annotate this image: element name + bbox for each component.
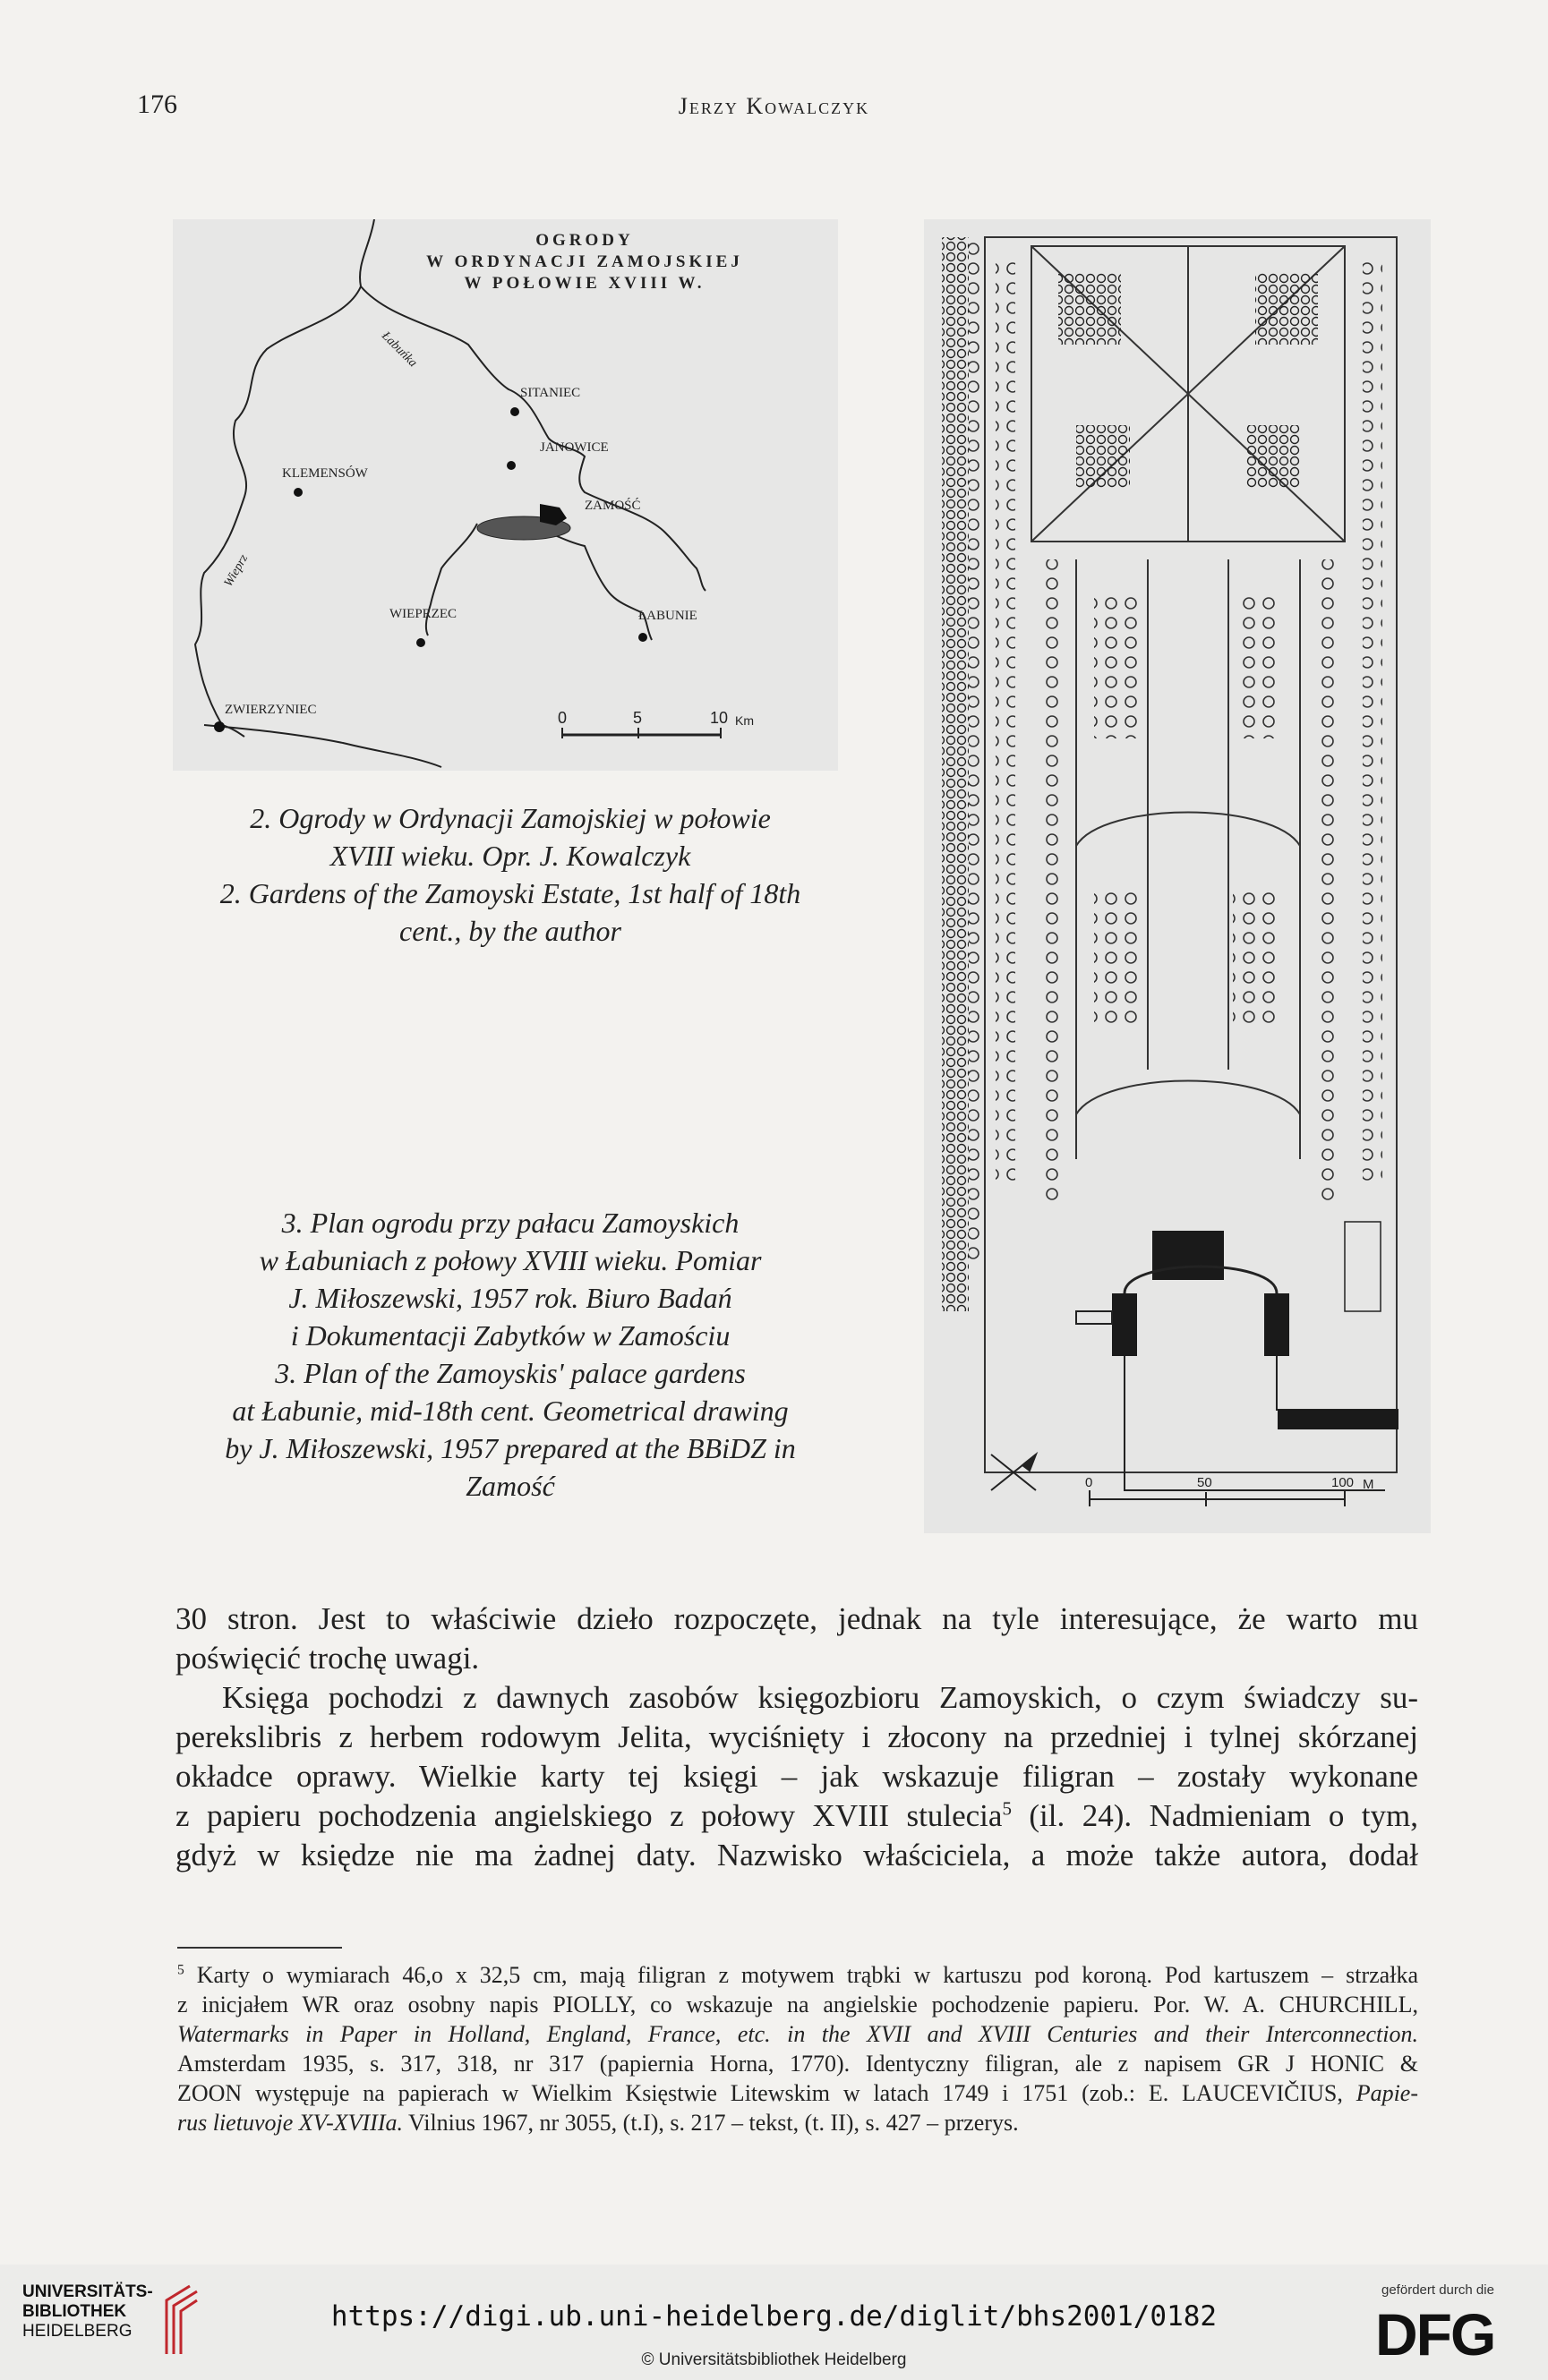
map-label-zamosc: ZAMOŚĆ [585,499,641,513]
dfg-logo: DFG [1375,2301,1495,2367]
map-scale-0: 0 [558,709,568,727]
map-scale-10: 10 [710,709,729,727]
map-figure [173,219,838,771]
map-title: OGRODY W ORDYNACJI ZAMOJSKIEJ W POŁOWIE XVIII W. [426,231,743,293]
plan-scale-100: 100 [1331,1475,1355,1490]
map-label-wieprzec: WIEPRZEC [389,607,457,621]
copyright-notice: © Universitätsbibliothek Heidelberg [641,2350,907,2369]
page-number: 176 [137,90,177,119]
figure2-caption: 2. Ogrody w Ordynacji Zamojskiej w połowie XVIII wieku. Opr. J. Kowalczyk 2. Gardens of the Zamoyski Estate, 1st half of 18th cent., by the author [219,802,801,947]
garden-plan-drawing [924,219,1431,1533]
footnote-5: $^5$ Karty o wymiarach 46,o x 32,5 cm, mają filigran z motywem trąbki w kartuszu pod koroną. Pod kartuszem – strzałka z inicjałem WR oraz osobny napis PIOLLY, co wskazuje na angielskie pochodzenie papieru. Por. W. A. CHURCHILL, Watermarks in Paper in Holland, England, France, etc. in the XVII and XVIII Centuries and their Interconnection. Amsterdam 1935, s. 317, 318, nr 317 (papiernia Horna, 1770). Identyczny filigran, ale z napisem GR J HONIC & ZOON występuje na papierach w Wielkim Księstwie Litewskim w latach 1749 i 1751 (zob.: E. LAUCEVIČIUS, Papie- rus lietuvoje XV-XVIIIa. Vilnius 1967, nr 3055, (t.I), s. 217 – tekst, (t. II), s. 427 – przerys. [177,1962,1418,2136]
footnote-divider [177,1947,342,1949]
plan-scale-0: 0 [1085,1475,1093,1490]
map-label-klemensow: KLEMENSÓW [282,466,368,481]
library-name: UNIVERSITÄTS- BIBLIOTHEK HEIDELBERG [22,2282,153,2341]
permalink-url[interactable]: https://digi.ub.uni-heidelberg.de/diglit/bhs2001/0182 [330,2300,1218,2333]
map-drawing [173,219,838,771]
paragraph-2: Księga pochodzi z dawnych zasobów księgozbioru Zamoyskich, o czym świadczy su- perekslibris z herbem rodowym Jelita, wyciśnięty i złocony na przedniej i tylnej skórzanej okładce oprawy. Wielkie karty tej księgi – jak wskazuje filigran – zostały wykonane z papieru pochodzenia angielskiego z połowy XVIII stulecia$^5$ (il. 24). Nadmieniam o tym, gdyż w księdze nie ma żadnej daty. Nazwisko właściciela, a może także autora, dodał [175,1680,1418,1872]
plan-scale-50: 50 [1197,1475,1212,1490]
plan-scale-unit: M [1363,1477,1374,1492]
funder-caption: gefördert durch die [1381,2282,1494,2298]
map-label-sitaniec: SITANIEC [520,386,581,400]
running-head: Jerzy Kowalczyk [678,93,870,119]
figure3-caption: 3. Plan ogrodu przy pałacu Zamoyskich w Łabuniach z połowy XVIII wieku. Pomiar J. Miłoszewski, 1957 rok. Biuro Badań i Dokumentacji Zabytków w Zamościu 3. Plan of the Zamoyskis' palace gardens at Łabunie, mid-18th cent. Geometrical drawing by J. Miłoszewski, 1957 prepared at the BBiDZ in Zamość [225,1207,796,1502]
paragraph-1: 30 stron. Jest to właściwie dzieło rozpoczęte, jednak na tyle interesujące, że warto mu poświęcić trochę uwagi. [175,1601,1418,1676]
map-label-zwierzyniec: ZWIERZYNIEC [225,703,317,717]
map-label-labunie: ŁABUNIE [638,609,697,623]
map-label-river-wieprz: Wieprz [221,552,252,590]
map-scale-5: 5 [633,709,643,727]
map-label-river-labunka: Łabuńka [379,329,420,371]
garden-plan-figure [924,219,1431,1533]
footnote-ref-5: 5 [1002,1797,1012,1820]
digitization-footer [0,2265,1548,2380]
map-scale-unit: Km [735,713,754,728]
map-label-janowice: JANOWICE [540,440,609,455]
